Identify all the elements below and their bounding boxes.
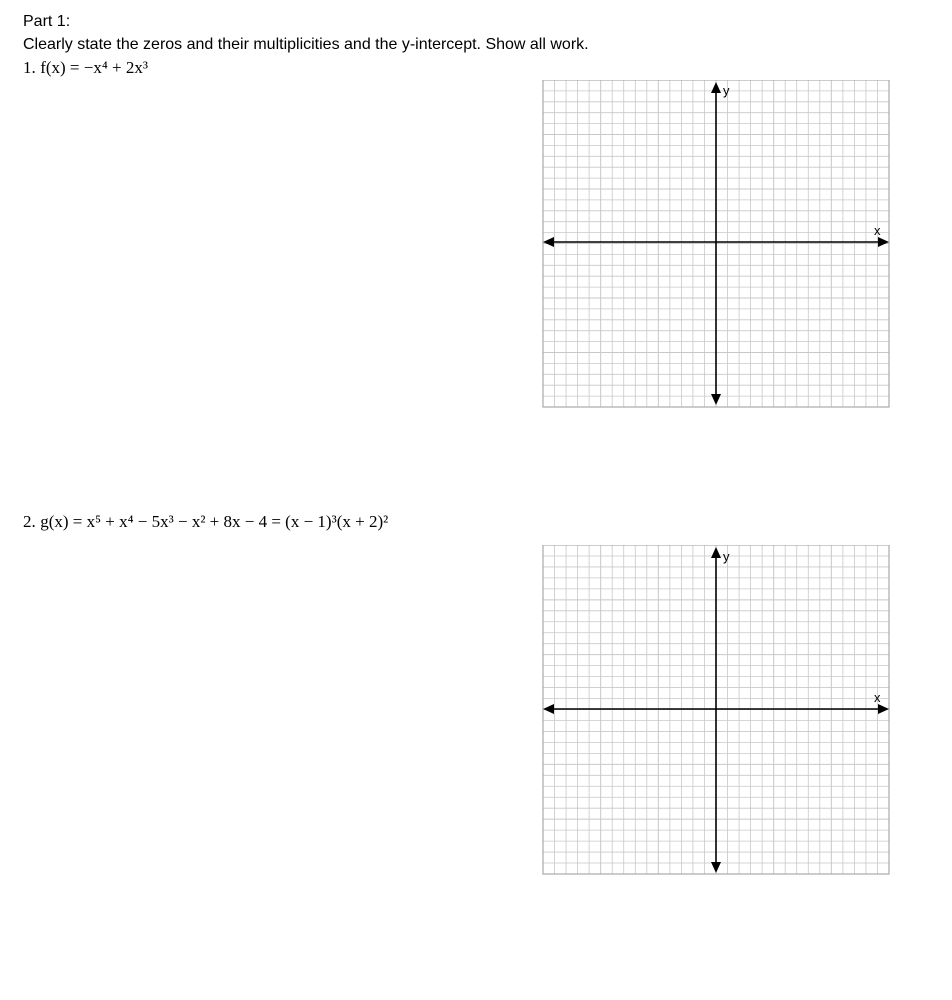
x-axis-left-arrow-icon bbox=[543, 237, 554, 247]
problem-2-number: 2. bbox=[23, 512, 36, 531]
problem-1 bbox=[23, 58, 148, 79]
x-axis-label: x bbox=[874, 223, 881, 238]
problem-2-graph-grid bbox=[541, 545, 891, 875]
x-axis-left-arrow-icon bbox=[543, 704, 554, 714]
y-axis-down-arrow-icon bbox=[711, 862, 721, 873]
y-axis-up-arrow-icon bbox=[711, 547, 721, 558]
problem-2-equation: g(x) = x⁵ + x⁴ − 5x³ − x² + 8x − 4 = (x − 1)³(x + 2)² bbox=[40, 512, 389, 531]
x-axis-right-arrow-icon bbox=[878, 237, 889, 247]
problem-1-number: 1. bbox=[23, 58, 36, 77]
y-axis-up-arrow-icon bbox=[711, 82, 721, 93]
problem-2 bbox=[23, 512, 388, 533]
part-title: Part 1: bbox=[23, 13, 71, 30]
problem-1-equation: f(x) = −x⁴ + 2x³ bbox=[40, 58, 148, 77]
instructions-text: Clearly state the zeros and their multiplicities and the y-intercept. Show all work. bbox=[23, 36, 589, 53]
x-axis-right-arrow-icon bbox=[878, 704, 889, 714]
y-axis-down-arrow-icon bbox=[711, 394, 721, 405]
x-axis-label: x bbox=[874, 690, 881, 705]
y-axis-label: y bbox=[723, 83, 730, 98]
y-axis-label: y bbox=[723, 549, 730, 564]
problem-1-graph-grid bbox=[541, 80, 891, 410]
